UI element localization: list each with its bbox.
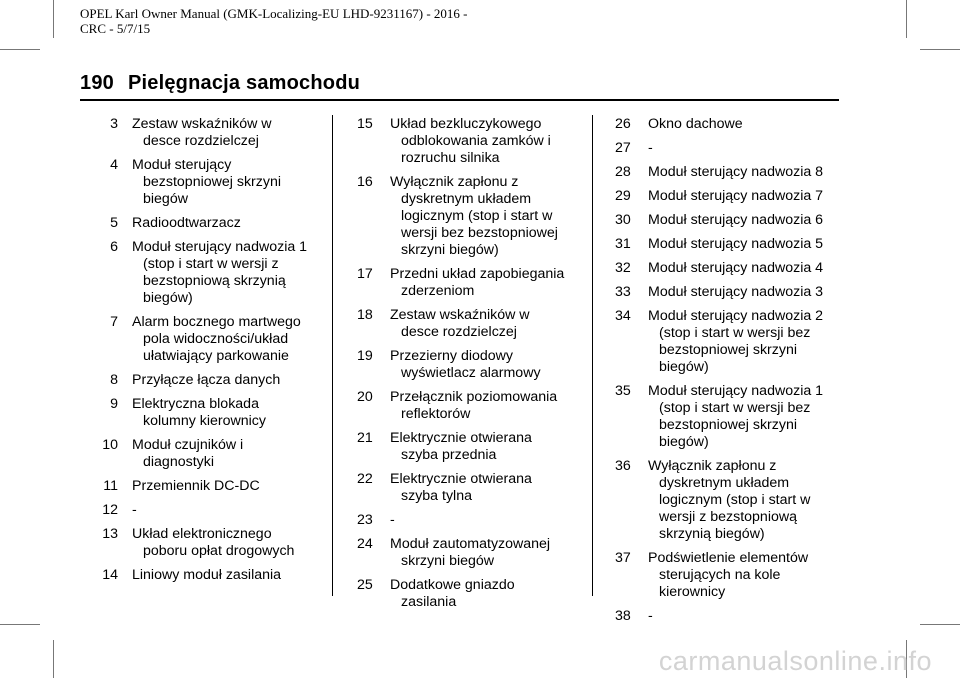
item-description-line: Zestaw wskaźników w <box>132 116 272 132</box>
column-separator <box>332 115 333 596</box>
item-description <box>390 536 599 570</box>
item-description-line: zasilania <box>401 594 457 610</box>
list-item <box>354 174 599 259</box>
item-description <box>648 608 847 625</box>
list-item <box>96 478 326 495</box>
item-description-line: desce rozdzielczej <box>401 324 517 340</box>
item-number: 25 <box>357 577 373 593</box>
item-description <box>648 284 847 301</box>
item-description-line: reflektorów <box>401 406 471 422</box>
item-description-line: pola widoczności/układ <box>143 331 289 347</box>
list-item <box>96 502 326 519</box>
item-description <box>132 502 326 519</box>
item-description-line: skrzyni biegów <box>401 553 495 569</box>
item-description-line: biegów) <box>143 290 193 306</box>
item-description-line: Elektrycznie otwierana <box>390 430 532 446</box>
item-description <box>132 478 326 495</box>
item-description <box>390 266 599 300</box>
item-description-line: Układ bezkluczykowego <box>390 116 542 132</box>
item-number: 3 <box>110 116 118 132</box>
item-number: 24 <box>357 536 373 552</box>
item-number: 38 <box>615 608 631 624</box>
crop-mark <box>0 49 40 50</box>
item-description-line: skrzyni biegów) <box>401 242 499 258</box>
item-number: 4 <box>110 157 118 173</box>
item-number: 18 <box>357 307 373 323</box>
item-description-line: biegów) <box>659 434 709 450</box>
item-description <box>132 116 326 150</box>
item-description-line: Moduł sterujący nadwozia 1 <box>132 239 308 255</box>
item-description <box>390 577 599 611</box>
item-description-line: Moduł sterujący nadwozia 7 <box>648 188 824 204</box>
item-description-line: zderzeniom <box>401 283 475 299</box>
item-description-line: biegów <box>143 191 188 207</box>
list-item <box>612 284 847 301</box>
item-description <box>648 236 847 253</box>
list-item <box>96 215 326 232</box>
list-item <box>354 389 599 423</box>
item-description <box>648 260 847 277</box>
item-description <box>132 396 326 430</box>
list-item <box>354 471 599 505</box>
item-number: 33 <box>615 284 631 300</box>
item-description-line: kierownicy <box>659 584 726 600</box>
list-item <box>612 260 847 277</box>
item-description-line: wersji bez bezstopniowej <box>401 225 558 241</box>
item-number: 12 <box>102 502 118 518</box>
item-description-line: Moduł sterujący nadwozia 8 <box>648 164 824 180</box>
list-item <box>354 430 599 464</box>
page-title: Pielęgnacja samochodu <box>127 72 361 94</box>
list-item <box>96 372 326 389</box>
item-description-line: Moduł zautomatyzowanej <box>390 536 551 552</box>
item-description-line: Przezierny diodowy <box>390 348 514 364</box>
item-description <box>390 307 599 341</box>
item-description-line: - <box>648 140 653 156</box>
item-description <box>648 140 847 157</box>
item-description <box>390 430 599 464</box>
item-description-line: Moduł sterujący <box>132 157 232 173</box>
item-description <box>390 512 599 529</box>
item-number: 9 <box>110 396 118 412</box>
document-meta-line-1: OPEL Karl Owner Manual (GMK-Localizing-EU LHD-9231167) - 2016 - <box>80 6 468 21</box>
item-description-line: - <box>648 608 653 624</box>
list-item <box>96 116 326 150</box>
item-description-line: Moduł sterujący nadwozia 5 <box>648 236 824 252</box>
item-description-line: kolumny kierownicy <box>143 413 266 429</box>
item-description-line: bezstopniowej skrzyni <box>659 417 797 433</box>
document-meta <box>80 6 468 36</box>
document-meta-line-2: CRC - 5/7/15 <box>80 21 151 36</box>
item-number: 11 <box>103 478 118 494</box>
crop-mark <box>53 0 54 38</box>
list-item <box>612 383 847 451</box>
item-description-line: Moduł czujników i <box>132 437 244 453</box>
item-description-line: bezstopniowej skrzyni <box>143 174 281 190</box>
item-description-line: Przyłącze łącza danych <box>132 372 281 388</box>
list-item <box>354 307 599 341</box>
item-description-line: Moduł sterujący nadwozia 2 <box>648 308 824 324</box>
item-description-line: Liniowy moduł zasilania <box>132 567 282 583</box>
item-description <box>132 215 326 232</box>
item-description-line: - <box>132 502 137 518</box>
item-description-line: szyba przednia <box>401 447 497 463</box>
item-description-line: Przedni układ zapobiegania <box>390 266 565 282</box>
item-description-line: logicznym (stop i start w <box>659 492 811 508</box>
item-number: 35 <box>615 383 631 399</box>
item-description-line: szyba tylna <box>401 488 472 504</box>
item-number: 26 <box>615 116 631 132</box>
item-description <box>390 174 599 259</box>
list-item <box>612 236 847 253</box>
item-description-line: Układ elektronicznego <box>132 526 272 542</box>
item-description-line: (stop i start w wersji z <box>143 256 279 272</box>
item-number: 7 <box>110 314 118 330</box>
list-item <box>96 239 326 307</box>
item-description-line: odblokowania zamków i <box>401 133 551 149</box>
list-item <box>612 116 847 133</box>
item-description-line: Moduł sterujący nadwozia 6 <box>648 212 824 228</box>
item-description <box>390 471 599 505</box>
item-description-line: dyskretnym układem <box>401 191 532 207</box>
crop-mark <box>920 624 960 625</box>
item-description-line: rozruchu silnika <box>401 150 500 166</box>
item-number: 17 <box>357 266 373 282</box>
item-description-line: (stop i start w wersji bez <box>659 325 811 341</box>
crop-mark <box>53 640 54 678</box>
item-number: 15 <box>357 116 373 132</box>
item-description <box>132 314 326 365</box>
item-description-line: Podświetlenie elementów <box>648 550 809 566</box>
item-description-line: Moduł sterujący nadwozia 3 <box>648 284 824 300</box>
fuse-list-column-2 <box>354 116 599 618</box>
list-item <box>354 348 599 382</box>
list-item <box>612 212 847 229</box>
page-heading <box>80 72 360 95</box>
fuse-list-column-1 <box>96 116 326 591</box>
item-description <box>648 164 847 181</box>
list-item <box>612 140 847 157</box>
item-description-line: biegów) <box>659 359 709 375</box>
item-description-line: Wyłącznik zapłonu z <box>648 458 777 474</box>
list-item <box>354 536 599 570</box>
item-description-line: Wyłącznik zapłonu z <box>390 174 519 190</box>
list-item <box>96 567 326 584</box>
item-description-line: desce rozdzielczej <box>143 133 259 149</box>
item-description <box>390 116 599 167</box>
item-number: 23 <box>357 512 373 528</box>
item-description <box>390 389 599 423</box>
item-description-line: Elektrycznie otwierana <box>390 471 532 487</box>
item-description <box>132 239 326 307</box>
item-number: 36 <box>615 458 631 474</box>
item-description-line: bezstopniową skrzynią <box>143 273 286 289</box>
item-description-line: Moduł sterujący nadwozia 1 <box>648 383 824 399</box>
crop-mark <box>0 624 40 625</box>
list-item <box>354 577 599 611</box>
item-description <box>132 372 326 389</box>
crop-mark <box>920 49 960 50</box>
item-description <box>648 116 847 133</box>
item-number: 22 <box>357 471 373 487</box>
item-number: 30 <box>615 212 631 228</box>
item-description-line: ułatwiający parkowanie <box>143 348 289 364</box>
crop-mark <box>906 0 907 38</box>
item-description-line: dyskretnym układem <box>659 475 790 491</box>
item-description-line: Moduł sterujący nadwozia 4 <box>648 260 824 276</box>
item-description-line: Przełącznik poziomowania <box>390 389 558 405</box>
item-description-line: - <box>390 512 395 528</box>
item-description-line: Okno dachowe <box>648 116 743 132</box>
watermark: carmanualsonline.info <box>658 646 932 676</box>
item-description-line: sterujących na kole <box>659 567 781 583</box>
item-description <box>132 526 326 560</box>
item-description-line: logicznym (stop i start w <box>401 208 553 224</box>
item-number: 6 <box>110 239 118 255</box>
list-item <box>96 314 326 365</box>
heading-rule <box>80 99 839 101</box>
item-description-line: Radioodtwarzacz <box>132 215 241 231</box>
list-item <box>354 512 599 529</box>
item-number: 28 <box>615 164 631 180</box>
list-item <box>612 164 847 181</box>
fuse-list-column-3 <box>612 116 847 632</box>
list-item <box>96 526 326 560</box>
item-number: 19 <box>357 348 373 364</box>
item-description-line: Dodatkowe gniazdo <box>390 577 515 593</box>
item-description-line: poboru opłat drogowych <box>143 543 295 559</box>
list-item <box>612 608 847 625</box>
item-description-line: Zestaw wskaźników w <box>390 307 530 323</box>
item-description <box>648 188 847 205</box>
item-description <box>132 157 326 208</box>
item-description <box>648 212 847 229</box>
item-number: 32 <box>615 260 631 276</box>
item-description-line: wyświetlacz alarmowy <box>401 365 541 381</box>
item-number: 14 <box>102 567 118 583</box>
item-description <box>132 437 326 471</box>
item-description-line: wersji z bezstopniową <box>659 509 797 525</box>
item-description <box>648 308 847 376</box>
item-number: 34 <box>615 308 631 324</box>
item-number: 21 <box>357 430 373 446</box>
item-number: 20 <box>357 389 373 405</box>
list-item <box>354 266 599 300</box>
item-number: 8 <box>110 372 118 388</box>
item-description-line: bezstopniowej skrzyni <box>659 342 797 358</box>
list-item <box>612 308 847 376</box>
list-item <box>612 550 847 601</box>
list-item <box>354 116 599 167</box>
item-description <box>390 348 599 382</box>
item-description-line: Przemiennik DC-DC <box>132 478 260 494</box>
item-description <box>648 383 847 451</box>
item-number: 16 <box>357 174 373 190</box>
item-number: 10 <box>102 437 118 453</box>
item-number: 29 <box>615 188 631 204</box>
list-item <box>96 157 326 208</box>
item-number: 13 <box>102 526 118 542</box>
item-description-line: (stop i start w wersji bez <box>659 400 811 416</box>
item-number: 31 <box>615 236 631 252</box>
page-number: 190 <box>80 72 114 94</box>
item-description-line: skrzynią biegów) <box>659 526 765 542</box>
item-description <box>648 550 847 601</box>
item-number: 27 <box>615 140 631 156</box>
item-description <box>648 458 847 543</box>
item-number: 37 <box>615 550 631 566</box>
item-number: 5 <box>110 215 118 231</box>
item-description <box>132 567 326 584</box>
item-description-line: diagnostyki <box>143 454 214 470</box>
item-description-line: Alarm bocznego martwego <box>132 314 301 330</box>
list-item <box>612 458 847 543</box>
item-description-line: Elektryczna blokada <box>132 396 259 412</box>
list-item <box>96 437 326 471</box>
list-item <box>612 188 847 205</box>
list-item <box>96 396 326 430</box>
